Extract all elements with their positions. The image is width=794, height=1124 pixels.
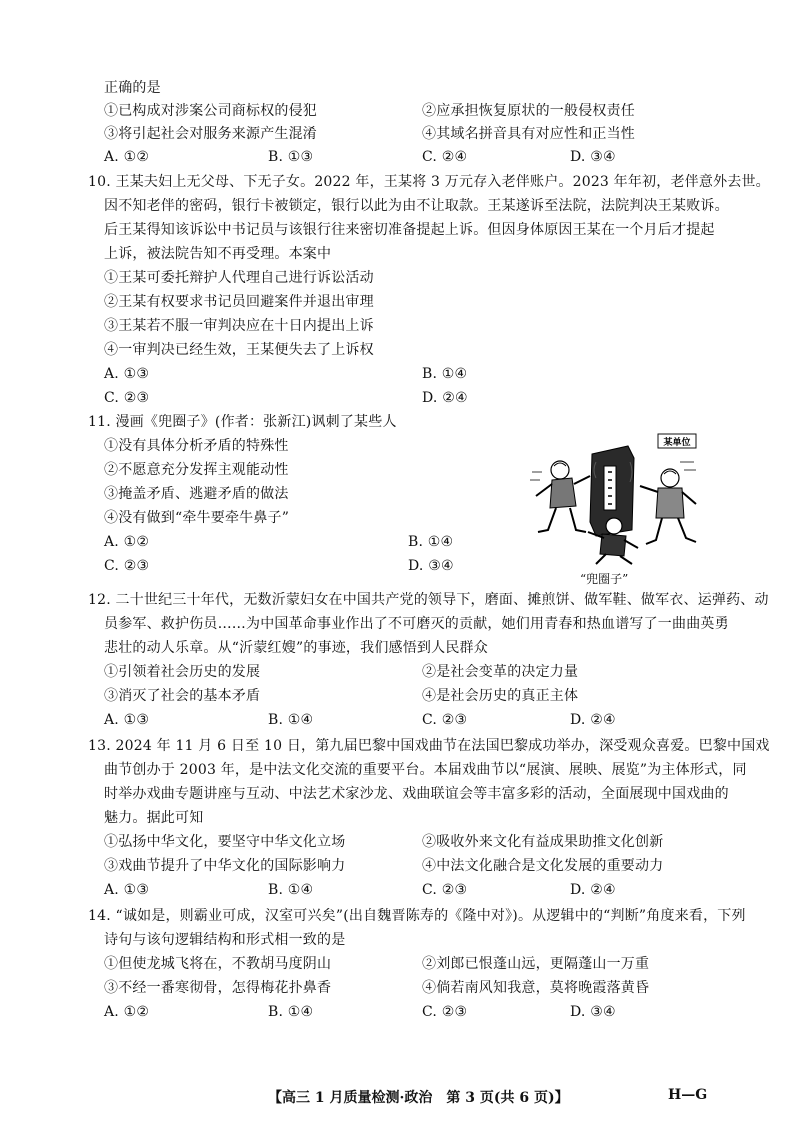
q14-option-1: ①但使龙城飞将在，不教胡马度阴山 [104, 956, 332, 972]
q9-option-2: ②应承担恢复原状的一般侵权责任 [422, 103, 635, 119]
q13-stem-line-2: 曲节创办于 2003 年，是中法文化交流的重要平台。本届戏曲节以“展演、展映、展览”为主体形式，同 [104, 762, 747, 778]
q10-option-1: ①王某可委托辩护人代理自己进行诉讼活动 [104, 270, 374, 286]
q12-choice-b: B. ①④ [268, 712, 314, 728]
q10-option-2: ②王某有权要求书记员回避案件并退出审理 [104, 294, 374, 310]
q11-option-1: ①没有具体分析矛盾的特殊性 [104, 438, 289, 454]
q10-stem-line-2: 因不知老伴的密码，银行卡被锁定，银行以此为由不让取款。王某遂诉至法院，法院判决王某败诉。 [104, 198, 729, 214]
q9-choice-a: A. ①② [104, 149, 150, 165]
q13-option-3: ③戏曲节提升了中华文化的国际影响力 [104, 858, 346, 874]
q12-choice-d: D. ②④ [570, 712, 616, 728]
cartoon-dou-quanzi [530, 432, 700, 567]
q10-choice-a: A. ①③ [104, 366, 150, 382]
q10-stem-line-1: 10. 王某夫妇上无父母、下无子女。2022 年，王某将 3 万元存入老伴账户。2023 年年初，老伴意外去世。 [88, 174, 770, 190]
q9-stem-tail: 正确的是 [104, 80, 161, 96]
q10-stem-line-4: 上诉，被法院告知不再受理。本案中 [104, 246, 332, 262]
q12-option-1: ①引领着社会历史的发展 [104, 664, 261, 680]
q14-option-3: ③不经一番寒彻骨，怎得梅花扑鼻香 [104, 980, 332, 996]
q12-option-3: ③消灭了社会的基本矛盾 [104, 688, 261, 704]
q12-choice-a: A. ①③ [104, 712, 150, 728]
q9-option-1: ①已构成对涉案公司商标权的侵犯 [104, 103, 317, 119]
q9-option-4: ④其域名拼音具有对应性和正当性 [422, 126, 635, 142]
q13-stem-line-4: 魅力。据此可知 [104, 810, 204, 826]
q12-stem-line-3: 悲壮的动人乐章。从“沂蒙红嫂”的事迹，我们感悟到人民群众 [104, 640, 488, 656]
q11-choice-a: A. ①② [104, 534, 150, 550]
q14-choice-b: B. ①④ [268, 1004, 314, 1020]
q11-option-3: ③掩盖矛盾、逃避矛盾的做法 [104, 486, 289, 502]
q10-choice-d: D. ②④ [422, 390, 468, 406]
q10-option-3: ③王某若不服一审判决应在十日内提出上诉 [104, 318, 374, 334]
q10-stem-line-3: 后王某得知该诉讼中书记员与该银行往来密切准备提起上诉。但因身体原因王某在一个月后才提起 [104, 222, 715, 238]
q13-option-1: ①弘扬中华文化，要坚守中华文化立场 [104, 834, 346, 850]
q13-option-2: ②吸收外来文化有益成果助推文化创新 [422, 834, 664, 850]
q14-stem-line-1: 14. “诚如是，则霸业可成，汉室可兴矣”(出自魏晋陈寿的《隆中对》)。从逻辑中的“判断”角度来看，下列 [88, 908, 746, 924]
q11-option-2: ②不愿意充分发挥主观能动性 [104, 462, 289, 478]
page-footer: 【高三 1 月质量检测·政治 第 3 页(共 6 页)】 [268, 1090, 569, 1106]
q14-choice-c: C. ②③ [422, 1004, 468, 1020]
q9-choice-c: C. ②④ [422, 149, 468, 165]
q11-choice-b: B. ①④ [408, 534, 454, 550]
paper-code: H—G [668, 1087, 708, 1103]
q12-stem-line-1: 12. 二十世纪三十年代，无数沂蒙妇女在中国共产党的领导下，磨面、摊煎饼、做军鞋、做军衣、运弹药、动 [88, 592, 769, 608]
q11-option-4: ④没有做到“牵牛要牵牛鼻子” [104, 510, 290, 526]
q10-choice-c: C. ②③ [104, 390, 150, 406]
q12-choice-c: C. ②③ [422, 712, 468, 728]
q14-option-2: ②刘郎已恨蓬山远，更隔蓬山一万重 [422, 956, 650, 972]
q14-choice-a: A. ①② [104, 1004, 150, 1020]
cartoon-caption: “兜圈子” [580, 572, 629, 586]
q9-option-3: ③将引起社会对服务来源产生混淆 [104, 126, 317, 142]
q10-choice-b: B. ①④ [422, 366, 468, 382]
cartoon-sign-text: 某单位 [663, 438, 691, 448]
q13-choice-c: C. ②③ [422, 882, 468, 898]
q14-stem-line-2: 诗句与该句逻辑结构和形式相一致的是 [104, 932, 346, 948]
q9-choice-b: B. ①③ [268, 149, 314, 165]
q13-choice-d: D. ②④ [570, 882, 616, 898]
q13-choice-a: A. ①③ [104, 882, 150, 898]
q10-option-4: ④一审判决已经生效，王某便失去了上诉权 [104, 342, 374, 358]
q13-stem-line-3: 时举办戏曲专题讲座与互动、中法艺术家沙龙、戏曲联谊会等丰富多彩的活动，全面展现中国戏曲的 [104, 786, 729, 802]
q9-choice-d: D. ③④ [570, 149, 616, 165]
q14-choice-d: D. ③④ [570, 1004, 616, 1020]
q14-option-4: ④倘若南风知我意，莫将晚霞落黄昏 [422, 980, 650, 996]
q11-stem: 11. 漫画《兜圈子》(作者：张新江)讽刺了某些人 [88, 414, 397, 430]
q12-option-2: ②是社会变革的决定力量 [422, 664, 579, 680]
q12-stem-line-2: 员参军、救护伤员……为中国革命事业作出了不可磨灭的贡献，她们用青春和热血谱写了一曲曲英勇 [104, 616, 729, 632]
q13-choice-b: B. ①④ [268, 882, 314, 898]
q11-choice-d: D. ③④ [408, 558, 454, 574]
q13-option-4: ④中法文化融合是文化发展的重要动力 [422, 858, 664, 874]
q11-choice-c: C. ②③ [104, 558, 150, 574]
q13-stem-line-1: 13. 2024 年 11 月 6 日至 10 日，第九届巴黎中国戏曲节在法国巴黎成功举办，深受观众喜爱。巴黎中国戏 [88, 738, 770, 754]
q12-option-4: ④是社会历史的真正主体 [422, 688, 579, 704]
